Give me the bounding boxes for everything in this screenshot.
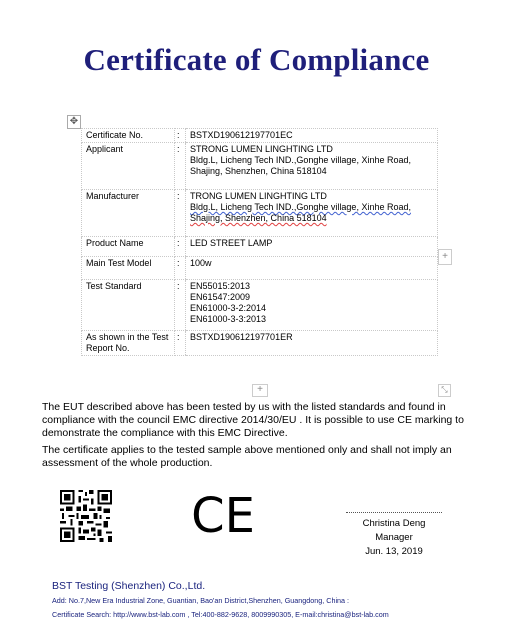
certificate-search-contact: Certificate Search: http://www.bst-lab.com , Tel:400-882-9628, 8009990305, E-mail:christina@bst-lab.com [52,610,389,619]
applicant-address-1: Bldg.L, Licheng Tech IND.,Gonghe village, Xinhe Road, [190,155,411,165]
test-standard-1: EN55015:2013 [190,281,251,291]
test-standard-3: EN61000-3-2:2014 [190,303,267,313]
test-report-number: BSTXD190612197701ER [190,332,293,342]
row-value [186,190,438,237]
row-colon: : [175,331,186,356]
ce-mark-text: CE [191,491,255,537]
row-value [186,331,438,356]
table-row [82,331,438,356]
table-move-handle-icon[interactable]: ✥ [67,115,81,129]
applicant-address-2: Shajing, Shenzhen, China 518104 [190,166,327,176]
manufacturer-address-1: Bldg.L, Licheng Tech IND.,Gonghe village, Xinhe Road, [190,202,411,212]
row-label: Manufacturer [82,190,175,237]
row-colon: : [175,257,186,280]
certificate-number: BSTXD190612197701EC [190,130,293,140]
row-label: Product Name [82,237,175,257]
company-address: Add: No.7,New Era Industrial Zone, Guantian, Bao'an District,Shenzhen, Guangdong, China : [52,596,350,605]
table-row [82,143,438,190]
add-row-icon[interactable]: + [252,384,268,397]
table-row [82,129,438,143]
signature-date: Jun. 13, 2019 [365,546,423,557]
add-column-icon[interactable]: + [438,249,452,265]
test-standard-4: EN61000-3-3:2013 [190,314,267,324]
row-label: Applicant [82,143,175,190]
signatory-title: Manager [375,532,413,543]
main-test-model: 100w [190,258,212,268]
row-colon: : [175,190,186,237]
resize-handle-icon[interactable]: ⤡ [438,384,451,397]
certificate-title: Certificate of Compliance [83,42,430,77]
signature-line [346,512,442,513]
scope-paragraph: The certificate applies to the tested sample above mentioned only and shall not imply an assessment of the whole production. [42,444,452,469]
manufacturer-name: TRONG LUMEN LINGHTING LTD [190,191,327,201]
applicant-name: STRONG LUMEN LINGHTING LTD [190,144,333,154]
company-name: BST Testing (Shenzhen) Co.,Ltd. [52,580,206,592]
table-row [82,190,438,237]
table-row [82,257,438,280]
table-row [82,237,438,257]
row-label: Main Test Model [82,257,175,280]
row-value [186,280,438,331]
ce-mark-icon [186,491,260,537]
manufacturer-address-2: Shajing, Shenzhen, China 518104 [190,213,327,223]
row-colon: : [175,280,186,331]
row-colon: : [175,143,186,190]
compliance-paragraph: The EUT described above has been tested by us with the listed standards and found in compliance with the council EMC directive 2014/30/EU . It is possible to use CE marking to demonstrate the compliance with this EMC Directive. [42,401,464,439]
signatory-name: Christina Deng [362,518,426,529]
row-label: Test Standard [82,280,175,331]
row-label: Certificate No. [82,129,175,143]
row-label: As shown in the Test Report No. [82,331,175,356]
row-value [186,257,438,280]
row-colon: : [175,129,186,143]
table-row [82,280,438,331]
row-value [186,129,438,143]
certificate-details-table [81,128,438,356]
row-value [186,143,438,190]
product-name: LED STREET LAMP [190,238,273,248]
row-colon: : [175,237,186,257]
row-value [186,237,438,257]
test-standard-2: EN61547:2009 [190,292,251,302]
qr-code-icon [60,490,112,542]
